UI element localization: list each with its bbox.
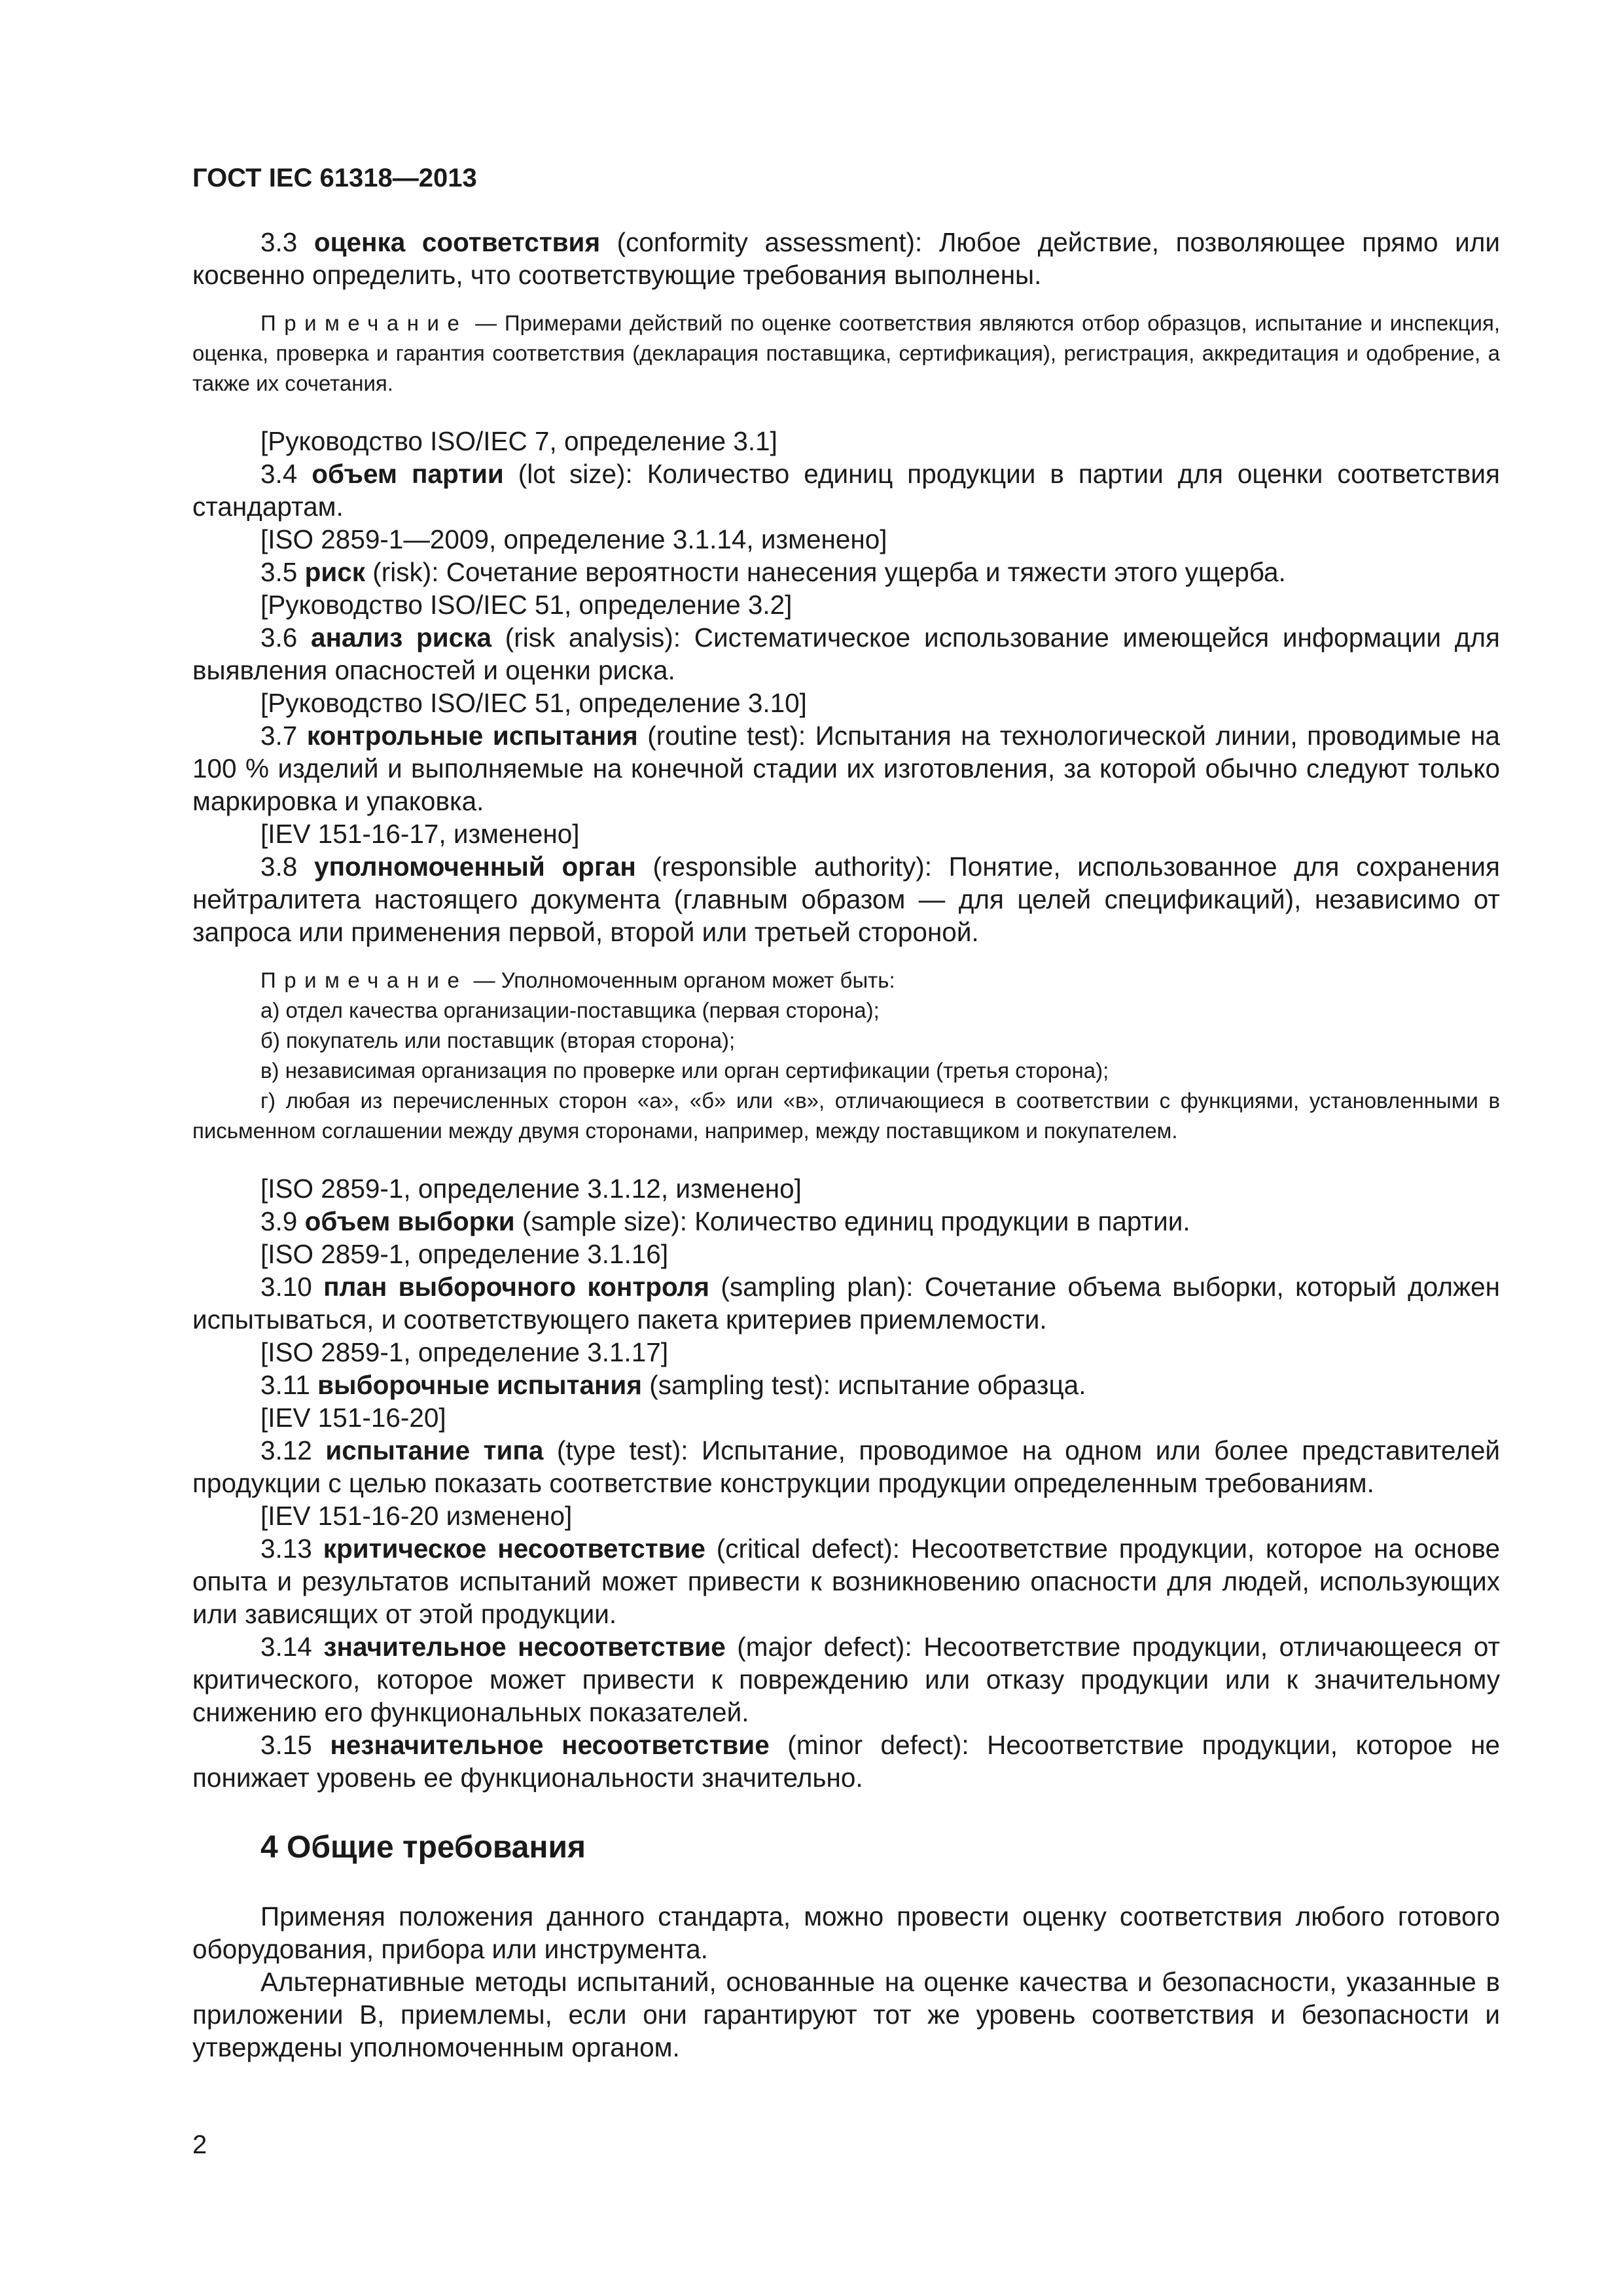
reference: [ISO 2859-1, определение 3.1.17] [260, 1337, 669, 1367]
note-3-3: Примечание — Примерами действий по оценке соответствия являются отбор образцов, испытание и инспекция, оценка, проверка и гарантия соответствия (декларация поставщика, сертификация), регистрация, аккредитация и одобрение, а также их сочетания. [192, 311, 1500, 395]
definition-3-3: 3.3 оценка соответствия (conformity assessment): Любое действие, позволяющее прямо или косвенно определить, что соответствующие требования выполнены. [192, 227, 1500, 290]
reference: [ISO 2859-1—2009, определение 3.1.14, изменено] [260, 524, 887, 554]
term: выборочные испытания [317, 1370, 642, 1400]
definition-3-11: 3.11 выборочные испытания (sampling test): испытание образца. [260, 1370, 1086, 1400]
term: анализ риска [311, 622, 491, 653]
term: критическое несоответствие [323, 1534, 705, 1564]
reference: [IEV 151-16-17, изменено] [260, 819, 580, 849]
document-header: ГОСТ IEC 61318—2013 [192, 164, 477, 192]
term: незначительное несоответствие [330, 1730, 770, 1760]
reference: [ISO 2859-1, определение 3.1.12, изменено] [260, 1174, 802, 1204]
term: контрольные испытания [306, 721, 638, 751]
reference: [Руководство ISO/IEC 51, определение 3.10] [260, 688, 807, 718]
reference: [Руководство ISO/IEC 51, определение 3.2] [260, 590, 793, 620]
definition-3-12: 3.12 испытание типа (type test): Испытание, проводимое на одном или более представителей продукции с целью показать соответствие конструкции продукции определенным требованиям. [192, 1435, 1500, 1498]
note-3-8: Примечание — Уполномоченным органом может быть: [260, 968, 895, 992]
term: испытание типа [325, 1435, 544, 1465]
page-number: 2 [192, 2130, 207, 2159]
definition-3-15: 3.15 незначительное несоответствие (minor defect): Несоответствие продукции, которое не понижает уровень ее функциональности значительно. [192, 1730, 1500, 1793]
definition-3-7: 3.7 контрольные испытания (routine test): Испытания на технологической линии, проводимые на 100 % изделий и выполняемые на конечной стадии их изготовления, за которой обычно следуют только маркировка и упаковка. [192, 721, 1500, 816]
reference: [Руководство ISO/IEC 7, определение 3.1] [260, 426, 777, 456]
term: объем партии [312, 459, 504, 489]
definition-3-9: 3.9 объем выборки (sample size): Количество единиц продукции в партии. [260, 1206, 1190, 1236]
term: оценка соответствия [313, 227, 601, 257]
section-paragraph: Применяя положения данного стандарта, можно провести оценку соответствия любого готового оборудования, прибора или инструмента. [192, 1901, 1500, 1964]
definition-3-6: 3.6 анализ риска (risk analysis): Систематическое использование имеющейся информации для выявления опасностей и оценки риска. [192, 622, 1500, 685]
note-item-b: б) покупатель или поставщик (вторая сторона); [260, 1028, 736, 1052]
section-paragraph: Альтернативные методы испытаний, основанные на оценке качества и безопасности, указанные в приложении В, приемлемы, если они гарантируют тот же уровень соответствия и безопасности и утверждены уполномоченным органом. [192, 1967, 1500, 2062]
definition-3-13: 3.13 критическое несоответствие (critical defect): Несоответствие продукции, которое на основе опыта и результатов испытаний может привести к возникновению опасности для людей, использующих или зависящих от этой продукции. [192, 1534, 1500, 1629]
definition-3-14: 3.14 значительное несоответствие (major defect): Несоответствие продукции, отличающееся от критического, которое может привести к повреждению или отказу продукции или к значительному снижению его функциональных показателей. [192, 1632, 1501, 1727]
term: план выборочного контроля [323, 1272, 710, 1302]
reference: [IEV 151-16-20] [260, 1403, 446, 1433]
term: риск [304, 557, 366, 587]
definition-3-8: 3.8 уполномоченный орган (responsible authority): Понятие, использованное для сохранения нейтралитета настоящего документа (главным образом — для целей спецификаций), независимо от запроса или применения первой, второй или третьей стороной. [192, 852, 1500, 947]
note-item-c: в) независимая организация по проверке или орган сертификации (третья сторона); [260, 1058, 1109, 1083]
term: уполномоченный орган [314, 852, 636, 882]
definition-3-5: 3.5 риск (risk): Сочетание вероятности нанесения ущерба и тяжести этого ущерба. [260, 557, 1286, 587]
term: значительное несоответствие [323, 1632, 726, 1662]
definition-3-10: 3.10 план выборочного контроля (sampling plan): Сочетание объема выборки, который должен испытываться, и соответствующего пакета критериев приемлемости. [192, 1272, 1500, 1335]
definition-3-4: 3.4 объем партии (lot size): Количество единиц продукции в партии для оценки соответствия стандартам. [192, 459, 1500, 522]
document-body [192, 226, 1500, 2064]
note-item-a: а) отдел качества организации-поставщика (первая сторона); [260, 998, 880, 1022]
term: объем выборки [304, 1206, 515, 1236]
reference: [IEV 151-16-20 изменено] [260, 1501, 573, 1531]
note-item-d: г) любая из перечисленных сторон «а», «б» или «в», отличающиеся в соответствии с функциями, установленными в письменном соглашении между двумя сторонами, например, между поставщиком и покупателем. [192, 1088, 1500, 1143]
reference: [ISO 2859-1, определение 3.1.16] [260, 1239, 669, 1269]
section-heading: 4 Общие требования [260, 1830, 586, 1865]
